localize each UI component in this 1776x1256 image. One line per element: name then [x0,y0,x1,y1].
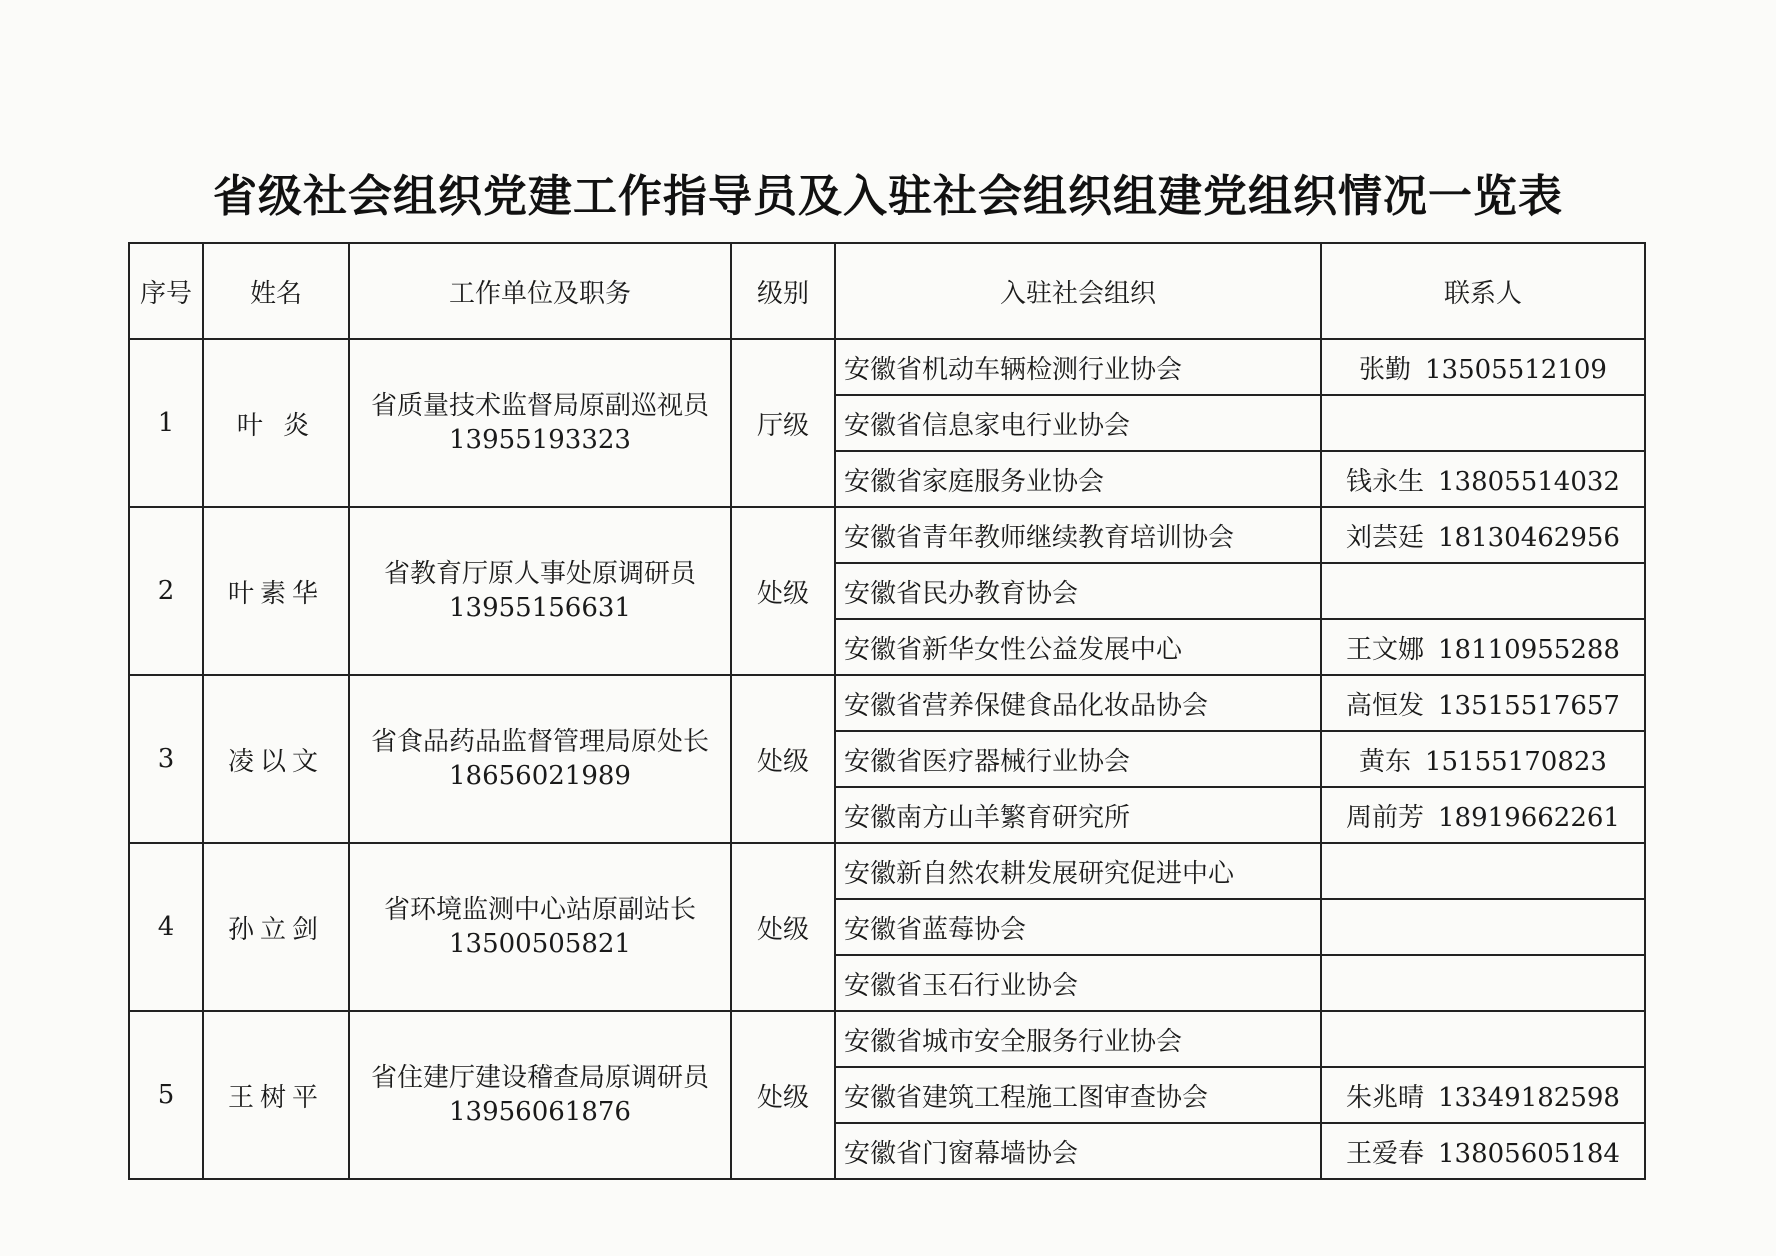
contact-cell [1321,675,1645,731]
row-index: 5 [129,1011,203,1179]
header-name: 姓名 [203,243,349,339]
contact-cell [1321,1067,1645,1123]
work-unit-title: 省质量技术监督局原副巡视员 [370,391,709,421]
contact-cell [1321,1011,1645,1067]
social-org-name: 安徽省民办教育协会 [835,563,1321,619]
instructor-name: 孙立剑 [203,843,349,1011]
work-unit-cell [349,507,731,675]
contact-cell [1321,899,1645,955]
contact-cell [1321,731,1645,787]
contact-phone: 18130462956 [1438,522,1620,553]
contact-phone: 13505512109 [1425,354,1607,385]
header-org: 入驻社会组织 [835,243,1321,339]
header-contact: 联系人 [1321,243,1645,339]
social-org-name: 安徽新自然农耕发展研究促进中心 [835,843,1321,899]
instructor-name: 叶素华 [203,507,349,675]
work-unit-phone: 13956061876 [449,1097,631,1127]
header-unit: 工作单位及职务 [349,243,731,339]
page-title: 省级社会组织党建工作指导员及入驻社会组织组建党组织情况一览表 [213,171,1563,222]
social-org-name: 安徽省医疗器械行业协会 [835,731,1321,787]
contact-name: 黄东 [1359,746,1412,777]
contact-phone: 13805514032 [1438,466,1620,497]
contact-cell [1321,955,1645,1011]
social-org-name: 安徽省门窗幕墙协会 [835,1123,1321,1179]
contact-cell [1321,451,1645,507]
contact-name: 钱永生 [1346,466,1425,497]
contact-phone: 13349182598 [1438,1082,1620,1113]
contact-name: 刘芸廷 [1346,522,1425,553]
work-unit-phone: 18656021989 [449,761,631,791]
social-org-name: 安徽省城市安全服务行业协会 [835,1011,1321,1067]
contact-cell [1321,563,1645,619]
social-org-name: 安徽省新华女性公益发展中心 [835,619,1321,675]
header-index: 序号 [129,243,203,339]
contact-phone: 18110955288 [1438,634,1620,665]
contact-cell [1321,1123,1645,1179]
header-level: 级别 [731,243,835,339]
work-unit-phone: 13955156631 [449,593,631,623]
instructor-table [128,242,1646,1180]
contact-cell [1321,619,1645,675]
contact-name: 张勤 [1359,354,1412,385]
social-org-name: 安徽省信息家电行业协会 [835,395,1321,451]
table-row [129,675,1645,731]
contact-cell [1321,843,1645,899]
level-cell: 处级 [731,1011,835,1179]
social-org-name: 安徽省蓝莓协会 [835,899,1321,955]
work-unit-title: 省教育厅原人事处原调研员 [383,559,696,589]
contact-cell [1321,339,1645,395]
work-unit-cell [349,339,731,507]
row-index: 1 [129,339,203,507]
table-row [129,843,1645,899]
contact-name: 周前芳 [1346,802,1425,833]
table-row [129,1011,1645,1067]
row-index: 2 [129,507,203,675]
contact-phone: 18919662261 [1438,802,1620,833]
table-row [129,507,1645,563]
table-header-row [129,243,1645,339]
contact-phone: 13515517657 [1438,690,1620,721]
social-org-name: 安徽省营养保健食品化妆品协会 [835,675,1321,731]
work-unit-cell [349,1011,731,1179]
row-index: 4 [129,843,203,1011]
contact-name: 王爱春 [1346,1138,1425,1169]
social-org-name: 安徽省青年教师继续教育培训协会 [835,507,1321,563]
level-cell: 处级 [731,675,835,843]
work-unit-title: 省食品药品监督管理局原处长 [370,727,709,757]
level-cell: 处级 [731,507,835,675]
work-unit-title: 省环境监测中心站原副站长 [383,895,696,925]
social-org-name: 安徽省家庭服务业协会 [835,451,1321,507]
instructor-name: 凌以文 [203,675,349,843]
contact-name: 王文娜 [1346,634,1425,665]
contact-name: 高恒发 [1346,690,1425,721]
work-unit-cell [349,675,731,843]
level-cell: 厅级 [731,339,835,507]
contact-cell [1321,787,1645,843]
contact-phone: 15155170823 [1425,746,1607,777]
instructor-name: 王树平 [203,1011,349,1179]
contact-cell [1321,395,1645,451]
social-org-name: 安徽省机动车辆检测行业协会 [835,339,1321,395]
contact-name: 朱兆晴 [1346,1082,1425,1113]
social-org-name: 安徽南方山羊繁育研究所 [835,787,1321,843]
contact-phone: 13805605184 [1438,1138,1620,1169]
row-index: 3 [129,675,203,843]
social-org-name: 安徽省建筑工程施工图审查协会 [835,1067,1321,1123]
social-org-name: 安徽省玉石行业协会 [835,955,1321,1011]
work-unit-phone: 13955193323 [449,425,631,455]
work-unit-phone: 13500505821 [449,929,631,959]
work-unit-title: 省住建厅建设稽查局原调研员 [370,1063,709,1093]
instructor-name: 叶 炎 [203,339,349,507]
table-row [129,339,1645,395]
work-unit-cell [349,843,731,1011]
contact-cell [1321,507,1645,563]
level-cell: 处级 [731,843,835,1011]
